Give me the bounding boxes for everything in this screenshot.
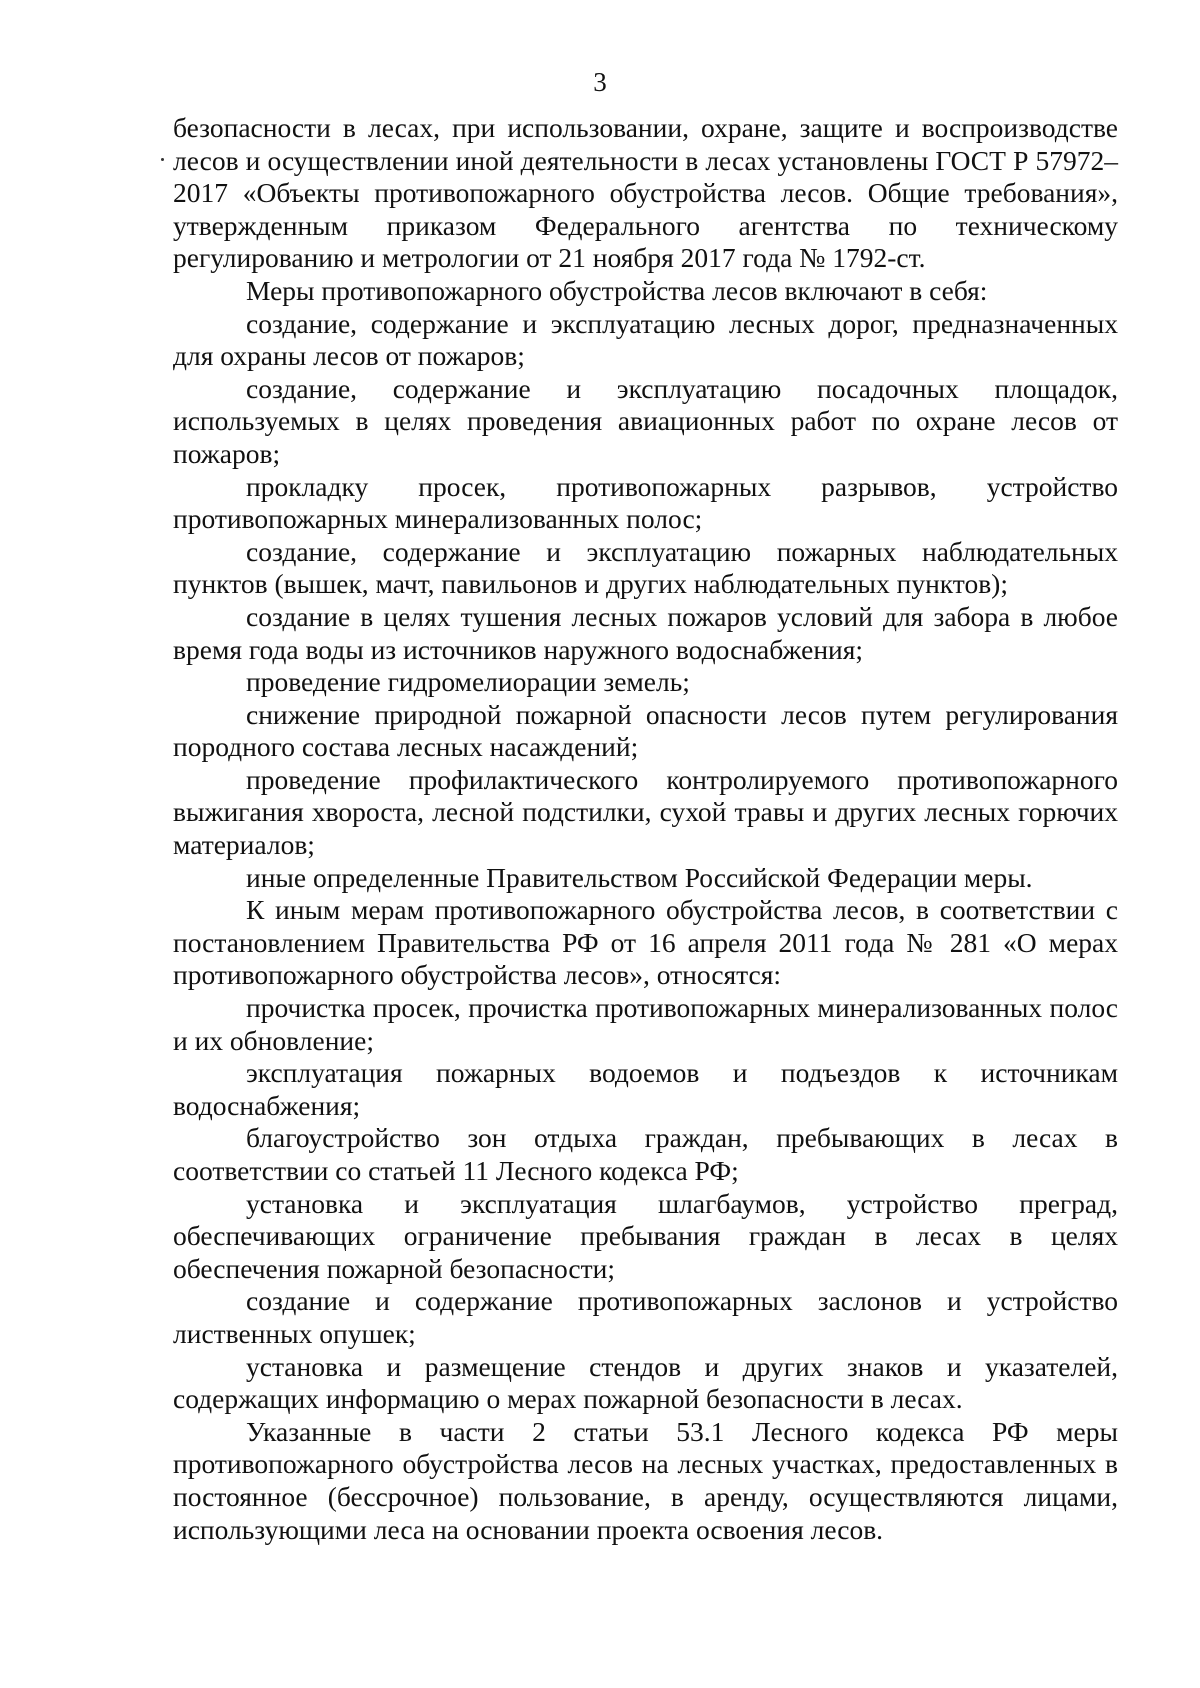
list-item-firebreaks: создание и содержание противопожарных заслонов и устройство лиственных опушек; — [173, 1285, 1118, 1349]
scan-speck — [161, 158, 164, 161]
paragraph-article-53-1: Указанные в части 2 статьи 53.1 Лесного кодекса РФ меры противопожарного обустройства лесов на лесных участках, предоставленных в постоянное (бессрочное) пользование, в аренду, осуществляются лицами, использующими леса на основании проекта освоения лесов. — [173, 1415, 1118, 1545]
list-item-fire-hazard-reduction: снижение природной пожарной опасности лесов путем регулирования породного состава лесных насаждений; — [173, 698, 1118, 763]
list-item-recreation-zones: благоустройство зон отдыха граждан, пребывающих в лесах в соответствии со статьей 11 Лесного кодекса РФ; — [173, 1122, 1118, 1186]
page-number: 3 — [593, 67, 607, 97]
list-item-controlled-burning: проведение профилактического контролируемого противопожарного выжигания хвороста, лесной подстилки, сухой травы и других лесных горючих материалов; — [173, 763, 1118, 861]
list-item-clearings: прокладку просек, противопожарных разрывов, устройство противопожарных минерализованных полос; — [173, 470, 1118, 535]
list-item-barriers: установка и эксплуатация шлагбаумов, устройство преград, обеспечивающих ограничение пребывания граждан в лесах в целях обеспечения пожарной безопасности; — [173, 1187, 1118, 1284]
paragraph-continuation: безопасности в лесах, при использовании, охране, защите и воспроизводстве лесов и осуществлении иной деятельности в лесах установлены ГОСТ Р 57972–2017 «Объекты противопожарного обустройства лесов. Общие требования», утвержденным приказом Федерального агентства по техническому регулированию и метрологии от 21 ноября 2017 года № 1792-ст. — [173, 112, 1118, 274]
paragraph-measures-intro: Меры противопожарного обустройства лесов включают в себя: — [246, 274, 988, 306]
list-item-observation-points: создание, содержание и эксплуатацию пожарных наблюдательных пунктов (вышек, мачт, павильонов и других наблюдательных пунктов); — [173, 535, 1118, 600]
paragraph-other-measures-intro: К иным мерам противопожарного обустройства лесов, в соответствии с постановлением Правительства РФ от 16 апреля 2011 года № 281 «О мерах противопожарного обустройства лесов», относятся: — [173, 894, 1118, 991]
list-item-landing-sites: создание, содержание и эксплуатацию посадочных площадок, используемых в целях проведения авиационных работ по охране лесов от пожаров; — [173, 372, 1118, 469]
list-item-signs: установка и размещение стендов и других знаков и указателей, содержащих информацию о мерах пожарной безопасности в лесах. — [173, 1350, 1118, 1415]
list-item-clearing-maintenance: прочистка просек, прочистка противопожарных минерализованных полос и их обновление; — [173, 992, 1118, 1056]
document-body — [173, 112, 1118, 1546]
list-item-fire-reservoirs: эксплуатация пожарных водоемов и подъездов к источникам водоснабжения; — [173, 1057, 1118, 1121]
list-item-other-measures: иные определенные Правительством Российской Федерации меры. — [246, 861, 1033, 893]
list-item-forest-roads: создание, содержание и эксплуатацию лесных дорог, предназначенных для охраны лесов от пожаров; — [173, 307, 1118, 372]
list-item-hydromelioration: проведение гидромелиорации земель; — [246, 666, 690, 698]
list-item-water-intake: создание в целях тушения лесных пожаров условий для забора в любое время года воды из источников наружного водоснабжения; — [173, 600, 1118, 665]
